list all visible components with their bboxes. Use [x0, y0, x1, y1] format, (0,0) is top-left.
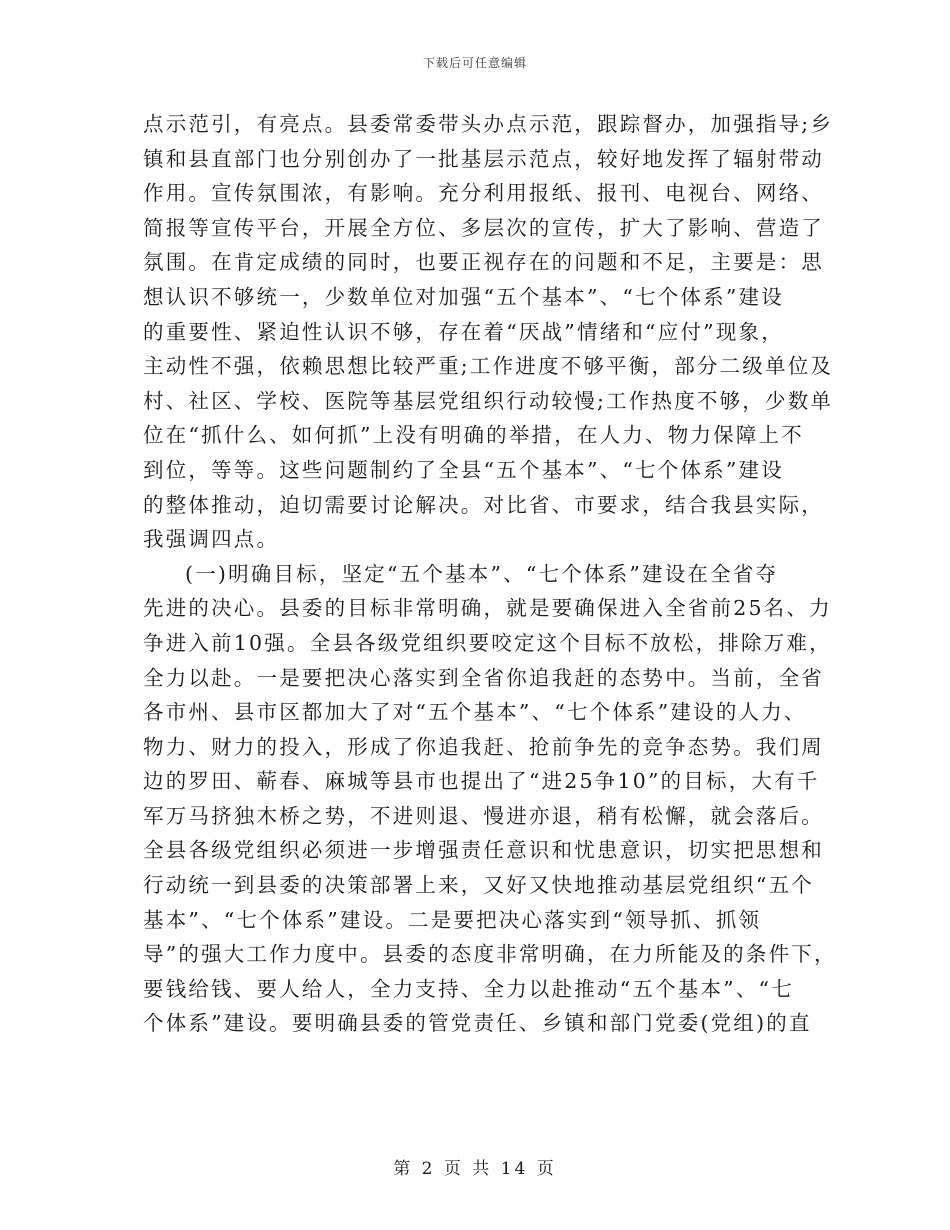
- document-body: [143, 107, 837, 1041]
- body-line: 全力以赴。一是要把决心落实到全省你追我赶的态势中。当前，全省: [143, 665, 824, 690]
- body-line: 基本”、“七个体系”建设。二是要把决心落实到“领导抓、抓领: [143, 907, 762, 932]
- body-line: 个体系”建设。要明确县委的管党责任、乡镇和部门党委(党组)的直: [143, 1011, 812, 1036]
- body-line: 点示范引，有亮点。县委常委带头办点示范，跟踪督办，加强指导;乡: [143, 112, 834, 136]
- body-line: 位在“抓什么、如何抓”上没有明确的举措，在人力、物力保障上不: [143, 423, 804, 448]
- body-line: 氛围。在肯定成绩的同时，也要正视存在的问题和不足，主要是：思: [143, 250, 824, 275]
- page-number-footer: 第 2 页 共 14 页: [393, 1159, 557, 1179]
- body-line: 的重要性、紧迫性认识不够，存在着“厌战”情绪和“应付”现象，: [143, 319, 784, 344]
- body-line: 作用。宣传氛围浓，有影响。充分利用报纸、报刊、电视台、网络、: [143, 181, 824, 206]
- body-line: 要钱给钱、要人给人，全力支持、全力以赴推动“五个基本”、“七: [143, 976, 794, 1001]
- body-line: 想认识不够统一，少数单位对加强“五个基本”、“七个体系”建设: [143, 284, 784, 309]
- body-line: 主动性不强，依赖思想比较严重;工作进度不够平衡，部分二级单位及: [143, 354, 834, 379]
- body-line: 先进的决心。县委的目标非常明确，就是要确保进入全省前25名、力: [143, 596, 832, 621]
- body-line: 到位，等等。这些问题制约了全县“五个基本”、“七个体系”建设: [143, 457, 784, 482]
- body-line: 全县各级党组织必须进一步增强责任意识和忧患意识，切实把思想和: [143, 838, 824, 863]
- body-line: 各市州、县市区都加大了对“五个基本”、“七个体系”建设的人力、: [143, 700, 807, 725]
- section-heading-line: (一)明确目标，坚定“五个基本”、“七个体系”建设在全省夺: [185, 561, 779, 586]
- body-line: 村、社区、学校、医院等基层党组织行动较慢;工作热度不够，少数单: [143, 388, 834, 413]
- body-line: 简报等宣传平台，开展全方位、多层次的宣传，扩大了影响、营造了: [143, 215, 824, 240]
- body-line: 边的罗田、蕲春、麻城等县市也提出了“进25争10”的目标，大有千: [143, 769, 820, 794]
- body-line: 我强调四点。: [143, 527, 280, 552]
- body-line: 的整体推动，迫切需要讨论解决。对比省、市要求，结合我县实际，: [143, 492, 824, 517]
- body-line: 镇和县直部门也分别创办了一批基层示范点，较好地发挥了辐射带动: [143, 146, 824, 171]
- body-line: 物力、财力的投入，形成了你追我赶、抢前争先的竞争态势。我们周: [143, 734, 824, 759]
- page-header: 下载后可任意编辑: [422, 56, 527, 70]
- body-line: 争进入前10强。全县各级党组织要咬定这个目标不放松，排除万难，: [143, 630, 832, 655]
- body-line: 行动统一到县委的决策部署上来，又好又快地推动基层党组织“五个: [143, 873, 814, 898]
- body-line: 军万马挤独木桥之势，不进则退、慢进亦退，稍有松懈，就会落后。: [143, 803, 824, 828]
- body-line: 导”的强大工作力度中。县委的态度非常明确，在力所能及的条件下，: [143, 942, 837, 967]
